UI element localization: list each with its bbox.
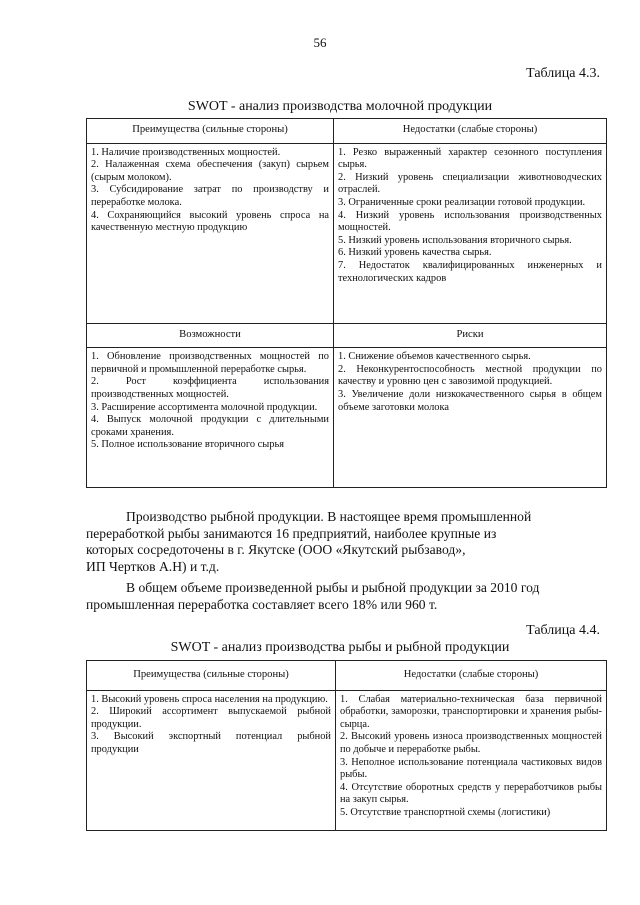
list-item: 1. Резко выраженный характер сезонного поступления сырья. <box>338 146 602 171</box>
list-item: 3. Высокий экспортный потенциал рыбной продукции <box>91 731 331 755</box>
list-item: 3. Субсидирование затрат по производству и переработке молока. <box>91 184 329 208</box>
list-item: 4. Выпуск молочной продукции с длительными сроками хранения. <box>91 414 329 438</box>
list-item: 6. Низкий уровень качества сырья. <box>338 247 492 259</box>
list-item: 1. Снижение объемов качественного сырья. <box>338 351 531 363</box>
strengths-header: Преимущества (сильные стороны) <box>87 119 334 144</box>
strengths-cell <box>87 143 334 323</box>
list-item: 4. Отсутствие оборотных средств у переработчиков рыбы на закуп сырья. <box>340 781 602 806</box>
list-item: 2. Низкий уровень специализации животноводческих отраслей. <box>338 171 602 196</box>
list-item: 3. Неполное использование потенциала частиковых видов рыбы. <box>340 756 602 781</box>
text-line: ИП Чертков А.Н) и т.д. <box>86 558 220 574</box>
threats-cell <box>334 348 607 488</box>
list-item: 4. Сохраняющийся высокий уровень спроса на качественную местную продукцию <box>91 209 329 234</box>
text-line: В общем объеме произведенной рыбы и рыбной продукции за 2010 год <box>126 580 540 595</box>
list-item: 2. Неконкурентоспособность местной продукции по качеству и уровню цен с завозимой продукцией. <box>338 363 602 388</box>
weaknesses-cell <box>334 143 607 323</box>
list-item: 2. Налаженная схема обеспечения (закуп) сырьем (сырым молоком). <box>91 159 329 183</box>
text-line: которых сосредоточены в г. Якутске (ООО «Якутский рыбзавод», <box>86 542 466 557</box>
list-item: 4. Низкий уровень использования производственных мощностей. <box>338 209 602 234</box>
page-number: 56 <box>313 35 327 50</box>
list-item: 3. Ограниченные сроки реализации готовой продукции. <box>338 196 586 208</box>
weaknesses-cell <box>336 690 607 830</box>
table-label: Таблица 4.3. <box>526 66 600 81</box>
weaknesses-header: Недостатки (слабые стороны) <box>336 661 607 691</box>
list-item: 1. Высокий уровень спроса населения на продукцию. <box>91 693 328 705</box>
opportunities-header: Возможности <box>87 323 334 348</box>
weaknesses-header: Недостатки (слабые стороны) <box>334 119 607 144</box>
list-item: 5. Отсутствие транспортной схемы (логистики) <box>340 806 551 818</box>
threats-header: Риски <box>334 323 607 348</box>
list-item: 7. Недостаток квалифицированных инженерных и технологических кадров <box>338 259 602 284</box>
list-item: 1. Слабая материально-техническая база первичной обработки, заморозки, транспортировки и хранения рыбы-сырца. <box>340 693 602 730</box>
table-label: Таблица 4.4. <box>526 623 600 638</box>
strengths-cell <box>87 690 336 830</box>
list-item: 3. Увеличение доли низкокачественного сырья в общем объеме заготовки молока <box>338 388 602 413</box>
table-title: SWOT - анализ производства молочной продукции <box>187 99 493 114</box>
strengths-header: Преимущества (сильные стороны) <box>87 661 336 691</box>
list-item: 1. Обновление производственных мощностей по первичной и промышленной переработке сырья. <box>91 351 329 375</box>
opportunities-cell <box>87 348 334 488</box>
list-item: 1. Наличие производственных мощностей. <box>91 146 281 158</box>
list-item: 5. Низкий уровень использования вторичного сырья. <box>338 234 572 246</box>
swot-table-fish <box>86 660 607 831</box>
list-item: 2. Широкий ассортимент выпускаемой рыбной продукции. <box>91 706 331 730</box>
paragraph-fish-volume <box>86 580 606 613</box>
list-item: 3. Расширение ассортимента молочной продукции. <box>91 401 318 413</box>
swot-table-dairy <box>86 118 607 488</box>
text-line: переработкой рыбы занимаются 16 предприятий, наиболее крупные из <box>86 525 497 541</box>
table-title: SWOT - анализ производства рыбы и рыбной продукции <box>170 640 510 655</box>
paragraph-fish-production <box>86 509 606 575</box>
list-item: 5. Полное использование вторичного сырья <box>91 439 284 451</box>
text-line: промышленная переработка составляет всего 18% или 960 т. <box>86 596 438 612</box>
list-item: 2. Высокий уровень износа производственных мощностей по добыче и переработке рыбы. <box>340 731 602 755</box>
list-item: 2. Рост коэффициента использования производственных мощностей. <box>91 376 329 400</box>
text-line: Производство рыбной продукции. В настоящее время промышленной <box>126 509 532 524</box>
